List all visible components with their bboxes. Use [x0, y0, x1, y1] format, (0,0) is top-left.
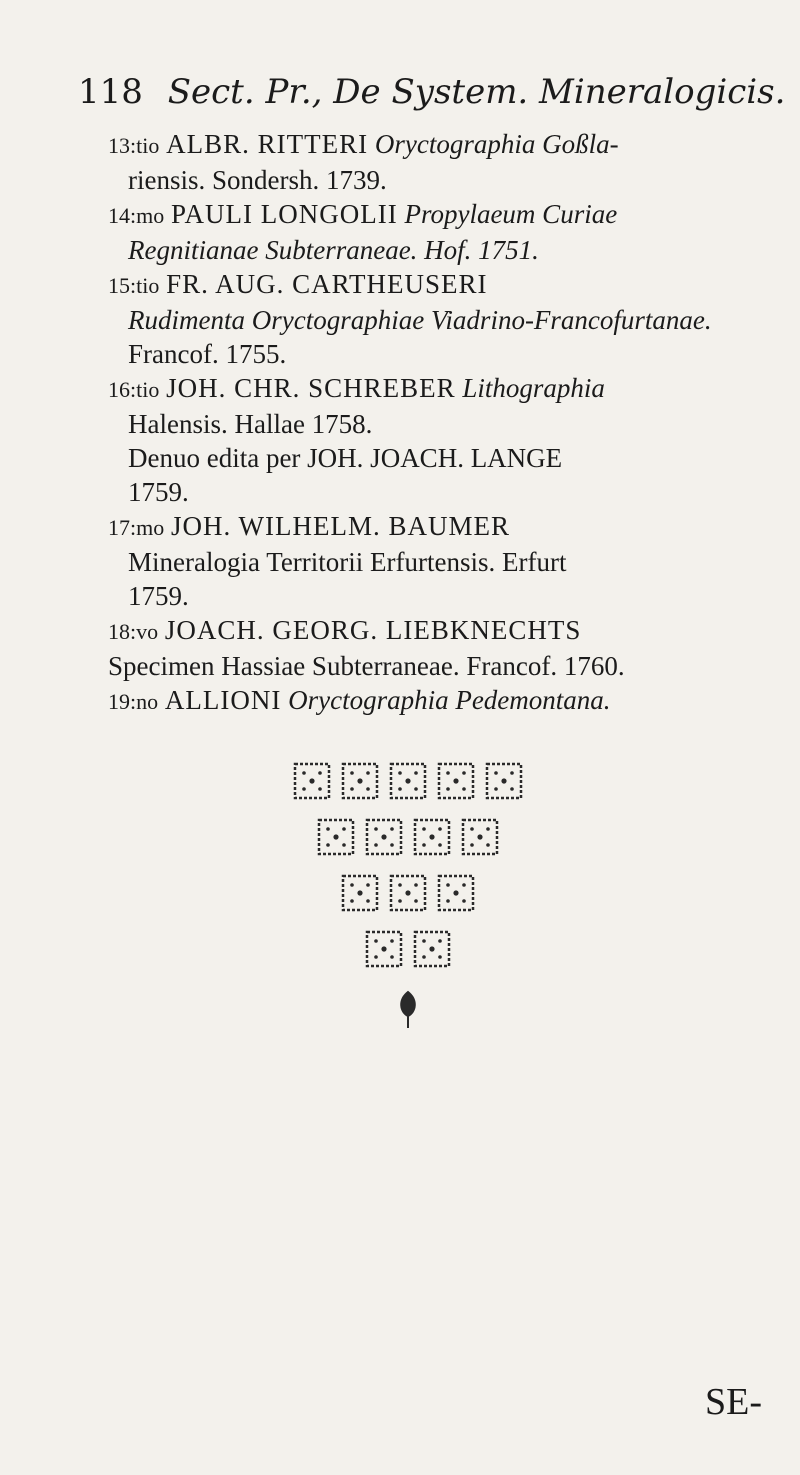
fleuron-block [343, 764, 377, 798]
bibliography-entry [108, 371, 788, 509]
entry-text: 1759. [128, 477, 189, 507]
fleuron-block [415, 932, 449, 966]
fleuron-block [391, 764, 425, 798]
entry-title: Propylaeum Curiae [404, 199, 618, 229]
printer-ornament [288, 760, 528, 1030]
running-title: Sect. Pr., De System. Mineralogicis. [167, 72, 786, 112]
entry-number: 18:vo [108, 619, 159, 644]
entry-number: 14:mo [108, 203, 165, 228]
entry-line [108, 407, 788, 441]
entry-line [108, 303, 788, 337]
fleuron-block [415, 820, 449, 854]
fleuron-block [367, 820, 401, 854]
entry-number: 19:no [108, 689, 159, 714]
entry-line [108, 441, 788, 475]
entry-text: Mineralogia Territorii Erfurtensis. Erfurt [128, 547, 567, 577]
fleuron-block [487, 764, 521, 798]
entry-author: FR. AUG. CARTHEUSERI [166, 269, 488, 299]
entry-author: JOH. CHR. SCHREBER [166, 373, 456, 403]
finial-icon [401, 992, 415, 1028]
fleuron-block [463, 820, 497, 854]
entry-line [108, 545, 788, 579]
entry-author: JOACH. GEORG. LIEBKNECHTS [164, 615, 582, 645]
entry-line [108, 579, 788, 613]
entry-line [108, 371, 788, 407]
fleuron-block [367, 932, 401, 966]
running-head [78, 72, 786, 112]
entry-author: ALBR. RITTERI [166, 129, 369, 159]
entry-number: 16:tio [108, 377, 160, 402]
bibliography-entry [108, 613, 788, 683]
entry-line [108, 127, 788, 163]
entry-text: Regnitianae Subterraneae. Hof. 1751. [128, 235, 539, 265]
page-number: 118 [78, 72, 143, 112]
entry-title: Oryctographia Pedemontana. [288, 685, 611, 715]
catchword: SE- [705, 1381, 762, 1423]
entry-line [108, 197, 788, 233]
entry-text: Francof. 1755. [128, 339, 287, 369]
entry-line [108, 163, 788, 197]
entry-number: 17:mo [108, 515, 165, 540]
entry-author: PAULI LONGOLII [170, 199, 398, 229]
bibliography-entry [108, 267, 788, 371]
entry-line [108, 683, 788, 719]
bibliography-entry [108, 509, 788, 613]
entry-line [108, 267, 788, 303]
entry-author: JOH. WILHELM. BAUMER [170, 511, 510, 541]
entry-line [108, 233, 788, 267]
entry-title: Lithographia [462, 373, 605, 403]
fleuron-block [295, 764, 329, 798]
bibliography-entry [108, 127, 788, 197]
bibliography-entry [108, 683, 788, 719]
fleuron-block [319, 820, 353, 854]
entry-text: Specimen Hassiae Subterraneae. Francof. 1760. [108, 651, 625, 681]
entry-number: 15:tio [108, 273, 160, 298]
bibliography-entry [108, 197, 788, 267]
fleuron-block [439, 764, 473, 798]
entry-line [108, 337, 788, 371]
fleuron-block [343, 876, 377, 910]
entry-text: Denuo edita per JOH. JOACH. LANGE [128, 443, 563, 473]
entry-number: 13:tio [108, 133, 160, 158]
fleuron-block [439, 876, 473, 910]
entry-text: 1759. [128, 581, 189, 611]
bibliography-list [108, 127, 788, 719]
entry-line [108, 509, 788, 545]
entry-line [108, 649, 788, 683]
entry-text: Halensis. Hallae 1758. [128, 409, 373, 439]
entry-author: ALLIONI [164, 685, 282, 715]
fleuron-block [391, 876, 425, 910]
entry-text: Rudimenta Oryctographiae Viadrino-Francofurtanae. [128, 305, 712, 335]
entry-text: riensis. Sondersh. 1739. [128, 165, 387, 195]
entry-line [108, 475, 788, 509]
entry-title: Oryctographia Goßla- [374, 129, 619, 159]
entry-line [108, 613, 788, 649]
